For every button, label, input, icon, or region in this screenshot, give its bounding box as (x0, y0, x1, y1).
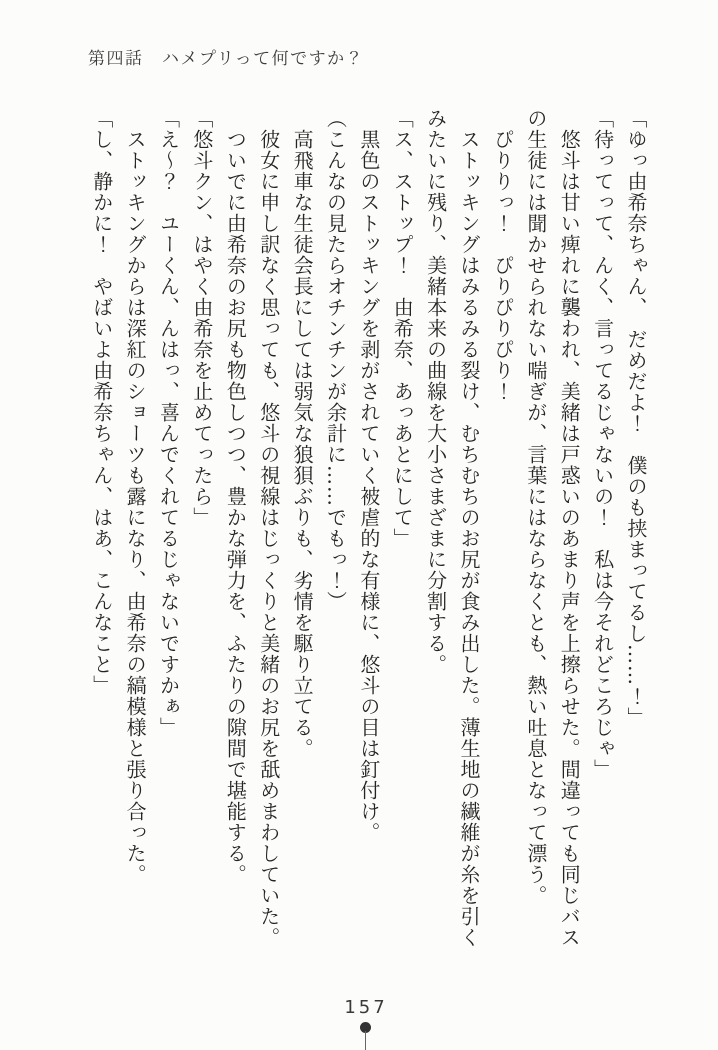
page-text (84, 108, 652, 958)
text-line: ついでに由希奈のお尻も物色しつつ、豊かな弾力を、ふたりの隙間で堪能する。 (223, 108, 248, 885)
text-line: 「ス、ストップ！ 由希奈、あっあとにして」 (390, 108, 415, 549)
text-line: 「ゆっ由希奈ちゃん、 だめだよ！ 僕のも挟まってるし……！」 (624, 108, 648, 728)
text-line: の生徒には聞かせられない喘ぎが、言葉にはならなくとも、熱い吐息となって漂う。 (523, 108, 548, 906)
footer-stem-ornament (365, 1031, 366, 1050)
text-line: ぴりりっ！ ぴりぴりぴり！ (490, 108, 515, 402)
text-line: 悠斗は甘い痺れに襲われ、美緒は戸惑いのあまり声を上擦らせた。間違っても同じバス (557, 108, 582, 948)
text-line: 黒色のストッキングを剥がされていく被虐的な有様に、悠斗の目は釘付け。 (356, 108, 381, 843)
text-line: 「悠斗クン、はやく由希奈を止めてったら」 (189, 108, 214, 528)
page-number: 157 (344, 997, 388, 1018)
text-line: 彼女に申し訳なく思っても、悠斗の視線はじっくりと美緒のお尻を舐めまわしていた。 (256, 108, 281, 948)
text-line: 「え〜？ ユーくん、んはっ、喜んでくれてるじゃないですかぁ」 (156, 108, 181, 738)
text-line: 高飛車な生徒会長にしては弱気な狼狽ぶりも、劣情を駆り立てる。 (290, 108, 315, 759)
text-line: みたいに残り、美緒本来の曲線を大小さまざまに分割する。 (423, 108, 448, 675)
text-line: 「し、静かに！ やばいよ由希奈ちゃん、はあ、こんなこと」 (89, 108, 114, 696)
text-line: （こんなの見たらオチンチンが余計に……でもっ！） (323, 108, 348, 612)
text-line: ストッキングはみるみる裂け、むちむちのお尻が食み出した。薄生地の繊維が糸を引く (457, 108, 482, 948)
chapter-header: 第四話 ハメプリって何ですか？ (88, 49, 365, 69)
text-line: ストッキングからは深紅のショーツも露になり、由希奈の縞模様と張り合った。 (123, 108, 148, 885)
text-line: 「待ってって、んく、言ってるじゃないの！ 私は今それどころじゃ」 (590, 108, 615, 780)
